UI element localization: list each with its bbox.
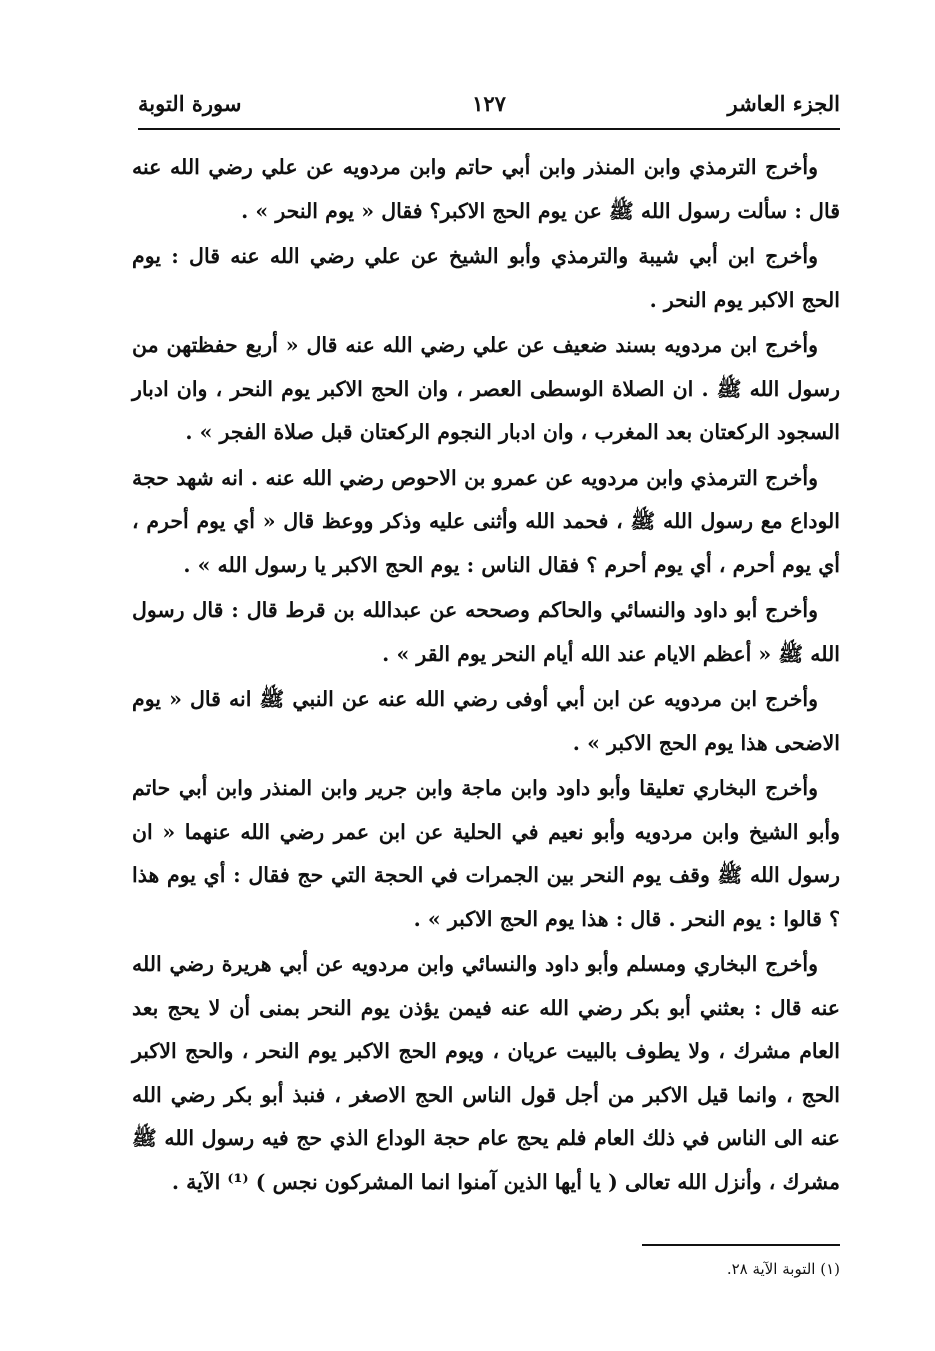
surah-title: سورة التوبة <box>138 91 242 116</box>
paragraph: وأخرج ابن مردويه بسند ضعيف عن علي رضي الله عنه قال « أربع حفظتهن من رسول الله ﷺ . ان الصلاة الوسطى العصر ، وان الحج الاكبر يوم النحر ، وان ادبار السجود الركعتان بعد المغرب ، وان ادبار النجوم الركعتان قبل صلاة الفجر » . <box>132 333 840 444</box>
main-text <box>132 146 840 1206</box>
paragraph: وأخرج البخاري تعليقا وأبو داود وابن ماجة وابن جرير وابن المنذر وابن أبي حاتم وأبو الشيخ وابن مردويه وأبو نعيم في الحلية عن ابن عمر رضي الله عنهما « ان رسول الله ﷺ وقف يوم النحر بين الجمرات في الحجة التي حج فقال : أي يوم هذا ؟ قالوا : يوم النحر . قال : هذا يوم الحج الاكبر » . <box>132 776 840 931</box>
paragraph: وأخرج ابن أبي شيبة والترمذي وأبو الشيخ عن علي رضي الله عنه قال : يوم الحج الاكبر يوم النحر . <box>132 244 840 312</box>
footnote-divider <box>642 1244 840 1246</box>
paragraph: وأخرج أبو داود والنسائي والحاكم وصححه عن عبدالله بن قرط قال : قال رسول الله ﷺ « أعظم الايام عند الله أيام النحر يوم القر » . <box>132 598 840 666</box>
paragraph: وأخرج ابن مردويه عن ابن أبي أوفى رضي الله عنه عن النبي ﷺ انه قال « يوم الاضحى هذا يوم الحج الاكبر » . <box>132 687 840 755</box>
header-divider <box>138 128 840 130</box>
paragraph: وأخرج الترمذي وابن المنذر وابن أبي حاتم وابن مردويه عن علي رضي الله عنه قال : سألت رسول الله ﷺ عن يوم الحج الاكبر؟ فقال « يوم النحر » . <box>132 155 840 223</box>
page-header <box>138 84 840 124</box>
paragraph: وأخرج البخاري ومسلم وأبو داود والنسائي وابن مردويه عن أبي هريرة رضي الله عنه قال : بعثني أبو بكر رضي الله عنه فيمن يؤذن يوم النحر بمنى أن لا يحج بعد العام مشرك ، ولا يطوف بالبيت عريان ، ويوم الحج الاكبر يوم النحر ، والحج الاكبر الحج ، وانما قيل الاكبر من أجل قول الناس الحج الاصغر ، فنبذ أبو بكر رضي الله عنه الى الناس في ذلك العام فلم يحج عام حجة الوداع الذي حج فيه رسول الله ﷺ مشرك ، وأنزل الله تعالى ( يا أيها الذين آمنوا انما المشركون نجس ) ⁽¹⁾ الآية . <box>132 952 840 1194</box>
part-title: الجزء العاشر <box>727 91 840 116</box>
footnote: (١) التوبة الآية ٢٨. <box>726 1260 840 1278</box>
page-number: ١٢٧ <box>472 91 506 116</box>
paragraph: وأخرج الترمذي وابن مردويه عن عمرو بن الاحوص رضي الله عنه . انه شهد حجة الوداع مع رسول الله ﷺ ، فحمد الله وأثنى عليه وذكر ووعظ قال « أي يوم أحرم ، أي يوم أحرم ، أي يوم أحرم ؟ فقال الناس : يوم الحج الاكبر يا رسول الله » . <box>132 465 840 577</box>
